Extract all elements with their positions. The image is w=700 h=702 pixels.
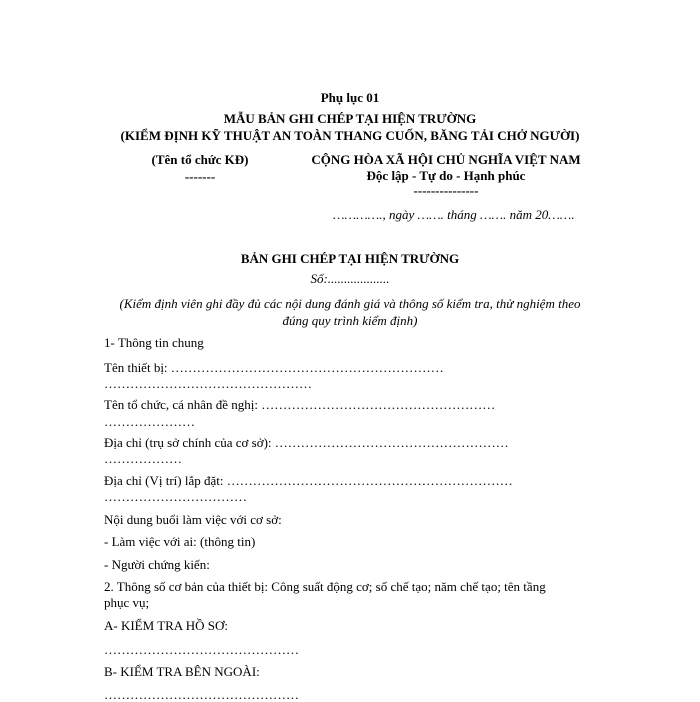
headquarters-address-field: Địa chỉ (trụ sở chính của cơ sở): ……………………………………………… <box>104 435 509 450</box>
organization-underline: ------- <box>184 169 216 184</box>
section-1-heading: 1- Thông tin chung <box>104 335 204 350</box>
form-subtitle: (KIỂM ĐỊNH KỸ THUẬT AN TOÀN THANG CUỐN, BĂNG TẢI CHỞ NGƯỜI) <box>120 128 580 143</box>
date-line: …………., ngày ……. tháng ……. năm 20……. <box>333 207 575 222</box>
device-name-field: Tên thiết bị: ……………………………………………………… <box>104 360 444 375</box>
document-title: BẢN GHI CHÉP TẠI HIỆN TRƯỜNG <box>240 251 460 266</box>
form-title: MẪU BẢN GHI CHÉP TẠI HIỆN TRƯỜNG <box>223 111 477 126</box>
section-a-dots: ……………………………………… <box>104 642 299 657</box>
national-motto: Độc lập - Tự do - Hạnh phúc <box>366 168 526 183</box>
country-name: CỘNG HÒA XÃ HỘI CHỦ NGHĨA VIỆT NAM <box>311 152 581 167</box>
witness-label: - Người chứng kiến: <box>104 557 210 572</box>
install-address-continuation: …………………………… <box>104 489 247 504</box>
section-b-dots: ……………………………………… <box>104 687 299 702</box>
section-2-line-2: phục vụ; <box>104 595 150 610</box>
install-address-field: Địa chỉ (Vị trí) lắp đặt: ………………………………………………………… <box>104 473 513 488</box>
requesting-org-field: Tên tổ chức, cá nhân đề nghị: ……………………………………………… <box>104 397 496 412</box>
appendix-label: Phụ lục 01 <box>320 90 380 105</box>
work-with-label: - Làm việc với ai: (thông tin) <box>104 534 256 549</box>
headquarters-address-continuation: ……………… <box>104 451 182 466</box>
section-b-heading: B- KIỂM TRA BÊN NGOÀI: <box>104 664 260 679</box>
device-name-continuation: ………………………………………… <box>104 376 312 391</box>
section-2-line-1: 2. Thông số cơ bản của thiết bị: Công suất động cơ; số chế tạo; năm chế tạo; tên tầng <box>104 579 546 594</box>
motto-underline: --------------- <box>413 183 479 198</box>
organization-name: (Tên tổ chức KĐ) <box>151 152 249 167</box>
document-number: Số:................... <box>310 271 390 286</box>
requesting-org-continuation: ………………… <box>104 414 195 429</box>
meeting-content-label: Nội dung buổi làm việc với cơ sở: <box>104 512 282 527</box>
instruction-line-1: (Kiểm định viên ghi đầy đủ các nội dung đánh giá và thông số kiểm tra, thử nghiệm theo <box>119 296 581 311</box>
section-a-heading: A- KIỂM TRA HỒ SƠ: <box>104 618 228 633</box>
instruction-line-2: đúng quy trình kiểm định) <box>282 313 418 328</box>
